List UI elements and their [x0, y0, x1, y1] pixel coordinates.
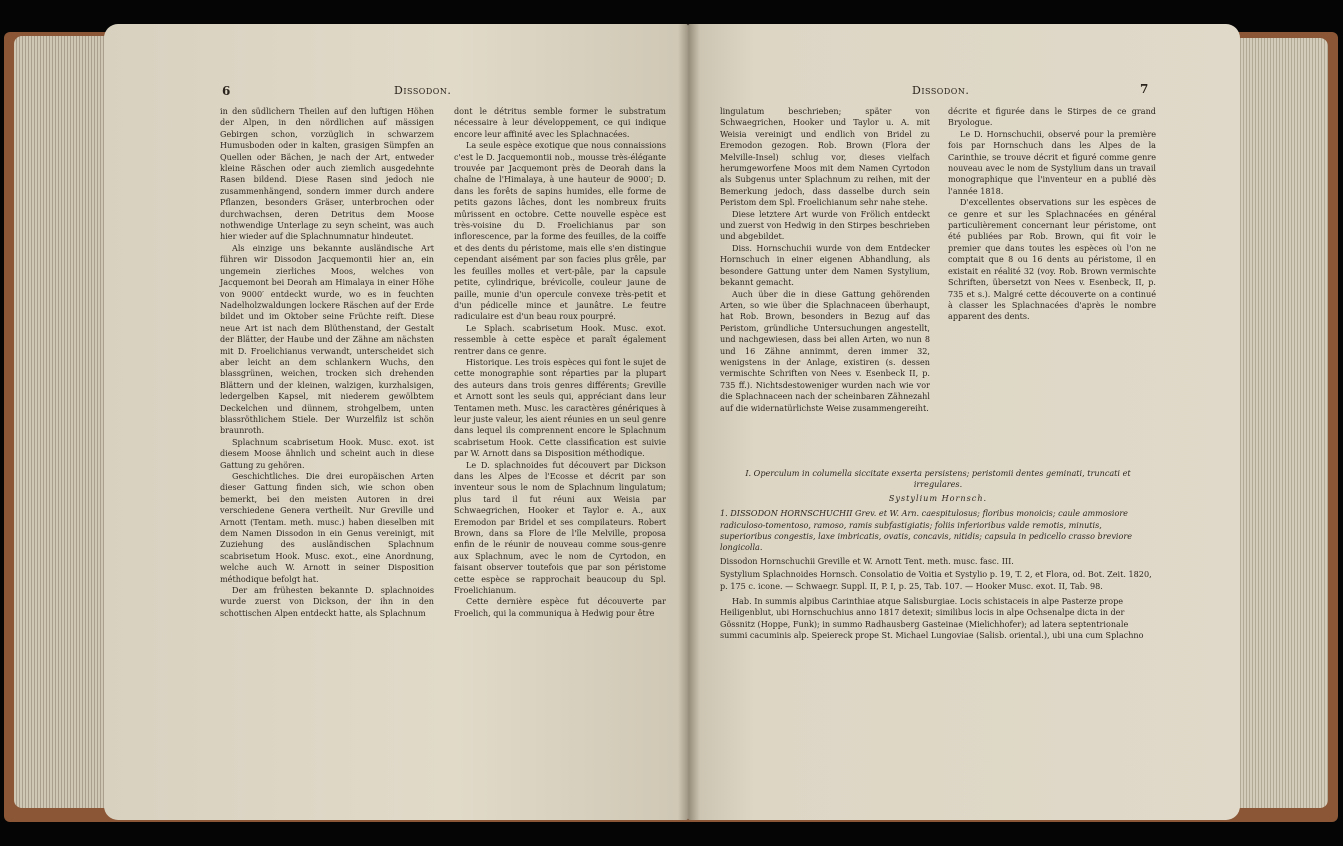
french-column [948, 106, 1156, 323]
paragraph: Diese letztere Art wurde von Frölich entdeckt und zuerst von Hedwig in den Stirpes beschrieben und abgebildet. [720, 208, 930, 242]
running-head: Dissodon. [394, 84, 452, 97]
species-entry: 1. DISSODON HORNSCHUCHII Grev. et W. Arn. caespitulosus; floribus monoicis; caule ammosiore radiculoso-tomentoso, ramoso, ramis subfastigiatis; foliis inferioribus valde remotis, minutis, superioribus congestis, laxe imbricatis, ovatis, concavis, nitidis; capsula in pedicello crasso breviore longicolla. [720, 508, 1133, 553]
paragraph: Auch über die in diese Gattung gehörenden Arten, so wie über die Splachnaceen überhaupt, hat Rob. Brown, besonders in Bezug auf das Peristom, gründliche Untersuchungen angestellt, und nachgewiesen, dass bei allen Arten, wo nun 8 und 16 Zähne annimmt, deren immer 32, wenigstens in der Anlage, existiren (s. dessen vermischte Schriften von Nees v. Esenbeck II, p. 735 ff.). Nichtsdestoweniger wurden nach wie vor die Splachnaceen nach der scheinbaren Zähnezahl auf die widernatürlichste Weise zusammengereiht. [720, 288, 930, 413]
paragraph: lingulatum beschrieben; später von Schwaegrichen, Hooker und Taylor u. A. mit Weisia vereinigt und endlich von Bridel zu Eremodon gezogen. Rob. Brown (Flora der Melville-Insel) schlug vor, dieses vielfach herumgeworfene Moos mit dem Namen Cyrtodon als Subgenus unter Splachnum zu reihen, mit der Bemerkung jedoch, dass dasselbe durch sein Peristom dem Spl. Froelichianum sehr nahe stehe. [720, 106, 930, 208]
page-edges-left [14, 36, 110, 808]
paragraph: Als einzige uns bekannte ausländische Art führen wir Dissodon Jacquemontii hier an, ein ungemein zierliches Moos, welches von Jacquemont bei Deorah am Himalaya in einer Höhe von 9000′ entdeckt wurde, wo es in feuchten Nadelholzwaldungen lockere Räschen auf der Erde bildet und im Oktober seine Früchte reift. Diese neue Art ist nach dem Blüthenstand, der Gestalt der Blätter, der Haube und der Zähne am nächsten mit D. Froelichianus verwandt, unterscheidet sich aber leicht an dem schlankern Wuchs, den blassgrünen, weichen, trocken sich drehenden Blättern und der kleinen, walzigen, kurzhalsigen, ledergelben Kapsel, mit niederem gewölbtem Deckelchen und dünnem, strohgelbem, unten blassröthlichem Stiele. Der Wurzelfilz ist schön braunroth. [220, 242, 434, 436]
left-page [104, 24, 688, 820]
species-section [720, 468, 1156, 642]
german-column [220, 106, 434, 619]
genus-heading: Systylium Hornsch. [888, 492, 988, 503]
page-number: 6 [222, 84, 231, 98]
paragraph: Historique. Les trois espèces qui font le sujet de cette monographie sont réparties par la plupart des auteurs dans trois genres différents; Greville et Arnott sont les seuls qui, appréciant dans leur Tentamen meth. Musc. les caractères génériques à leur juste valeur, les aient réunies en un seul genre dans lequel ils comprennent encore le Splachnum scabrisetum Hook. Cette classification est suivie par W. Arnott dans sa Disposition méthodique. [454, 356, 666, 459]
french-column [454, 106, 666, 619]
paragraph: Le Splach. scabrisetum Hook. Musc. exot. ressemble à cette espèce et paraît également rentrer dans ce genre. [454, 322, 666, 356]
synonym-line: Dissodon Hornschuchii Greville et W. Arnott Tent. meth. musc. fasc. III. [720, 555, 1014, 566]
paragraph: Cette dernière espèce fut découverte par Froelich, qui la communiqua à Hedwig pour être [454, 596, 666, 618]
right-page [688, 24, 1240, 820]
paragraph: La seule espèce exotique que nous connaissions c'est le D. Jacquemontii nob., mousse très-élégante trouvée par Jacquemont près de Deorah dans la chaîne de l'Himalaya, à une hauteur de 9000′; D. dans les forêts de sapins humides, elle forme de petits gazons lâches, dont les nombreux fruits mûrissent en octobre. Cette nouvelle espèce est très-voisine du D. Froelichianus par son inflorescence, par la forme des feuilles, de la coiffe et des dents du péristome, mais elle s'en distingue cependant aisément par son facies plus grêle, par les feuilles molles et vert-pâle, par la capsule petite, cylindrique, brévicolle, couleur jaune de paille, munie d'un opercule convexe très-petit et d'un pédicelle mince et jaunâtre. Le feutre radiculaire est d'un beau roux pourpré. [454, 140, 666, 322]
book-gutter [678, 24, 700, 820]
page-edges-right [1228, 38, 1328, 808]
synonym-line: Systylium Splachnoides Hornsch. Consolatio de Voitia et Systylio p. 19, T. 2, et Flora, od. Bot. Zeit. 1820, p. 175 c. icone. — Schwaegr. Suppl. II, P. I, p. 25, Tab. 107. — Hooker Musc. exot. II, Tab. 98. [720, 569, 1152, 591]
section-heading: I. Operculum in columella siccitate exserta persistens; peristomii dentes geminati, truncati et irregulares. [745, 468, 1131, 490]
paragraph: dont le détritus semble former le substratum nécessaire à leur développement, ce qui indique encore leur affinité avec les Splachnacées. [454, 106, 666, 139]
paragraph: Le D. splachnoides fut découvert par Dickson dans les Alpes de l'Ecosse et décrit par son inventeur sous le nom de Splachnum lingulatum; plus tard il fut réuni aux Weisia par Schwaegrichen, Hooker et Taylor e. A., aux Eremodon par Bridel et ses compilateurs. Robert Brown, dans sa Flore de l'île Melville, proposa enfin de le réunir de nouveau comme sous-genre aux Splachnum, avec le nom de Cyrtodon, en faisant observer toutefois que par son péristome cette espèce se rapprochait beaucoup du Spl. Froelichianum. [454, 459, 666, 596]
paragraph: D'excellentes observations sur les espèces de ce genre et sur les Splachnacées en général particulièrement concernant leur péristome, ont été publiées par Rob. Brown, qui fit voir le premier que dans toutes les espèces où l'on ne comptait que 8 ou 16 dents au péristome, il en existait en réalité 32 (voy. Rob. Brown vermischte Schriften, übersetzt von Nees v. Esenbeck, II, p. 735 et s.). Malgré cette découverte on a continué à classer les Splachnacées d'après le nombre apparent des dents. [948, 197, 1156, 322]
paragraph: Geschichtliches. Die drei europäischen Arten dieser Gattung finden sich, wie schon oben bemerkt, bei den meisten Autoren in drei verschiedene Genera vertheilt. Nur Greville und Arnott (Tentam. meth. musc.) haben dieselben mit dem Namen Dissodon in ein Genus vereinigt, mit Zuziehung des ausländischen Splachnum scabrisetum Hook. Musc. exot., eine Anordnung, welche auch W. Arnott in seiner Disposition méthodique befolgt hat. [220, 471, 434, 584]
page-number: 7 [1140, 82, 1149, 96]
running-head: Dissodon. [912, 84, 970, 97]
paragraph: Le D. Hornschuchii, observé pour la première fois par Hornschuch dans les Alpes de la Carinthie, se trouve décrit et figuré comme genre nouveau avec le nom de Systylium dans un travail monographique que l'inventeur en a publié dès l'année 1818. [948, 128, 1156, 196]
paragraph: Splachnum scabrisetum Hook. Musc. exot. ist diesem Moose ähnlich und scheint auch in diese Gattung zu gehören. [220, 436, 434, 470]
paragraph: décrite et figurée dans le Stirpes de ce grand Bryologue. [948, 106, 1156, 128]
paragraph: Diss. Hornschuchii wurde von dem Entdecker Hornschuch in einer eigenen Abhandlung, als besondere Gattung unter dem Namen Systylium, bekannt gemacht. [720, 242, 930, 288]
paragraph: Der am frühesten bekannte D. splachnoides wurde zuerst von Dickson, der ihn in den schottischen Alpen entdeckt hatte, als Splachnum [220, 585, 434, 618]
habitat-paragraph: Hab. In summis alpibus Carinthiae atque Salisburgiae. Locis schistaceis in alpe Pasterze prope Heiligenblut, ubi Hornschuchius anno 1817 detexit; similibus locis in alpe Ochsenalpe dicta in der Gössnitz (Hoppe, Funk); in summo Radhausberg Gasteinae (Mielichhofer); ad latera septentrionale summi cacuminis alp. Speiereck prope St. Michael Lungoviae (Salisb. oriental.), ubi una cum Splachno [720, 596, 1144, 641]
paragraph: in den südlichern Theilen auf den luftigen Höhen der Alpen, in den nördlichen auf mässigen Gebirgen schon, vorzüglich in schwarzem Humusboden oder in kalten, grasigen Sümpfen an Quellen oder Bächen, je nach der Art, entweder kleine Räschen oder auch ziemlich ausgedehnte Rasen bildend. Diese Rasen sind jedoch nie zusammenhängend, sondern immer durch andere Pflanzen, besonders Gräser, unterbrochen oder durchwachsen, deren Detritus dem Moose nothwendige Unterlage zu seyn scheint, was auch hier wieder auf die Splachnumnatur hindeutet. [220, 106, 434, 242]
german-column [720, 106, 930, 414]
